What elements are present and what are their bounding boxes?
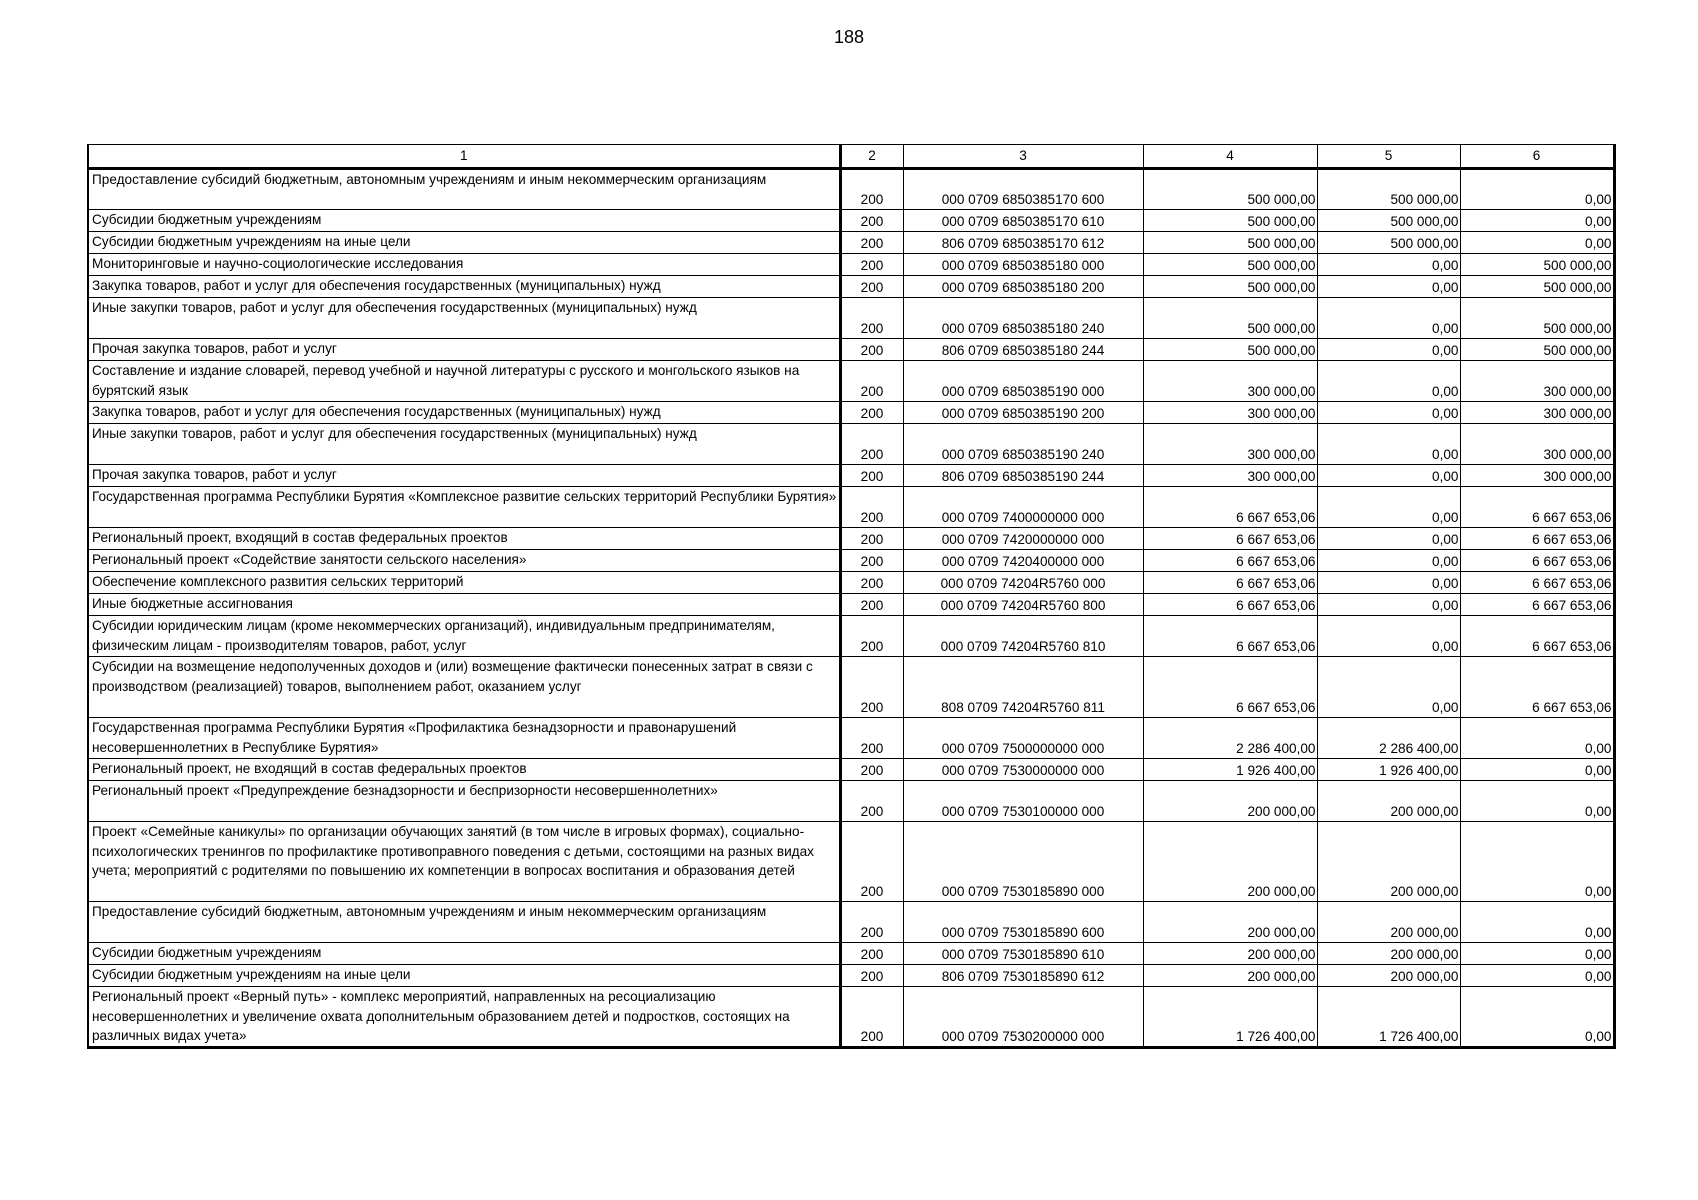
table-row [88, 528, 1614, 550]
row-code-cell: 200 [840, 210, 903, 232]
row-code-cell: 200 [840, 759, 903, 781]
row-name-cell: Субсидии бюджетным учреждениям [88, 943, 840, 965]
table-row [88, 298, 1614, 339]
row-value-col4: 1 926 400,00 [1143, 759, 1317, 781]
row-value-col5: 0,00 [1317, 424, 1460, 465]
row-value-col5: 2 286 400,00 [1317, 718, 1460, 759]
row-value-col5: 0,00 [1317, 402, 1460, 424]
row-value-col4: 6 667 653,06 [1143, 572, 1317, 594]
row-value-col5: 200 000,00 [1317, 943, 1460, 965]
row-name-cell: Субсидии бюджетным учреждениям на иные цели [88, 965, 840, 987]
table-row [88, 943, 1614, 965]
row-value-col6: 0,00 [1460, 781, 1614, 822]
row-kbk-cell: 000 0709 74204R5760 810 [903, 616, 1143, 657]
row-value-col5: 0,00 [1317, 528, 1460, 550]
row-value-col6: 0,00 [1460, 759, 1614, 781]
row-value-col5: 0,00 [1317, 465, 1460, 487]
row-value-col6: 6 667 653,06 [1460, 487, 1614, 528]
row-kbk-cell: 000 0709 7530185890 600 [903, 902, 1143, 943]
row-name-cell: Обеспечение комплексного развития сельских территорий [88, 572, 840, 594]
row-code-cell: 200 [840, 718, 903, 759]
column-header-4: 4 [1143, 145, 1317, 169]
table-row [88, 987, 1614, 1048]
row-kbk-cell: 000 0709 6850385170 600 [903, 169, 1143, 210]
row-value-col6: 500 000,00 [1460, 339, 1614, 361]
row-kbk-cell: 806 0709 6850385180 244 [903, 339, 1143, 361]
row-value-col5: 0,00 [1317, 361, 1460, 402]
row-value-col4: 500 000,00 [1143, 210, 1317, 232]
row-name-cell: Прочая закупка товаров, работ и услуг [88, 339, 840, 361]
row-code-cell: 200 [840, 298, 903, 339]
table-header-row [88, 145, 1614, 169]
table-row [88, 254, 1614, 276]
row-code-cell: 200 [840, 276, 903, 298]
row-value-col6: 300 000,00 [1460, 402, 1614, 424]
row-value-col4: 500 000,00 [1143, 339, 1317, 361]
row-value-col4: 300 000,00 [1143, 424, 1317, 465]
row-name-cell: Региональный проект «Содействие занятости сельского населения» [88, 550, 840, 572]
row-kbk-cell: 806 0709 6850385190 244 [903, 465, 1143, 487]
row-value-col4: 6 667 653,06 [1143, 657, 1317, 718]
row-value-col4: 200 000,00 [1143, 822, 1317, 902]
row-code-cell: 200 [840, 822, 903, 902]
row-kbk-cell: 000 0709 7530185890 610 [903, 943, 1143, 965]
row-name-cell: Иные закупки товаров, работ и услуг для обеспечения государственных (муниципальных) нужд [88, 424, 840, 465]
row-value-col5: 0,00 [1317, 572, 1460, 594]
row-code-cell: 200 [840, 943, 903, 965]
row-code-cell: 200 [840, 424, 903, 465]
row-value-col5: 200 000,00 [1317, 781, 1460, 822]
row-value-col5: 0,00 [1317, 339, 1460, 361]
table-row [88, 616, 1614, 657]
row-value-col4: 200 000,00 [1143, 965, 1317, 987]
table-row [88, 424, 1614, 465]
row-kbk-cell: 000 0709 7530100000 000 [903, 781, 1143, 822]
row-name-cell: Государственная программа Республики Бурятия «Комплексное развитие сельских территорий Республики Бурятия» [88, 487, 840, 528]
row-name-cell: Иные закупки товаров, работ и услуг для обеспечения государственных (муниципальных) нужд [88, 298, 840, 339]
row-kbk-cell: 000 0709 6850385190 240 [903, 424, 1143, 465]
table-row [88, 210, 1614, 232]
row-name-cell: Проект «Семейные каникулы» по организации обучающих занятий (в том числе в игровых формах), социально-психологических тренингов по профилактике противоправного поведения с детьми, состоящими на разных видах учета; мероприятий с родителями по повышению их компетенции в вопросах воспитания и образования детей [88, 822, 840, 902]
row-value-col5: 500 000,00 [1317, 169, 1460, 210]
row-kbk-cell: 000 0709 74204R5760 000 [903, 572, 1143, 594]
row-name-cell: Иные бюджетные ассигнования [88, 594, 840, 616]
row-value-col4: 500 000,00 [1143, 254, 1317, 276]
row-code-cell: 200 [840, 902, 903, 943]
row-code-cell: 200 [840, 361, 903, 402]
row-code-cell: 200 [840, 657, 903, 718]
row-name-cell: Государственная программа Республики Бурятия «Профилактика безнадзорности и правонарушений несовершеннолетних в Республике Бурятия» [88, 718, 840, 759]
row-value-col4: 6 667 653,06 [1143, 528, 1317, 550]
row-kbk-cell: 000 0709 7530185890 000 [903, 822, 1143, 902]
row-value-col6: 300 000,00 [1460, 465, 1614, 487]
row-value-col6: 0,00 [1460, 822, 1614, 902]
row-value-col4: 500 000,00 [1143, 276, 1317, 298]
row-value-col6: 0,00 [1460, 169, 1614, 210]
row-code-cell: 200 [840, 528, 903, 550]
row-value-col6: 0,00 [1460, 902, 1614, 943]
column-header-5: 5 [1317, 145, 1460, 169]
row-code-cell: 200 [840, 339, 903, 361]
row-code-cell: 200 [840, 487, 903, 528]
row-kbk-cell: 000 0709 7420000000 000 [903, 528, 1143, 550]
row-kbk-cell: 000 0709 7530000000 000 [903, 759, 1143, 781]
column-header-6: 6 [1460, 145, 1614, 169]
row-value-col4: 6 667 653,06 [1143, 594, 1317, 616]
row-code-cell: 200 [840, 402, 903, 424]
table-row [88, 657, 1614, 718]
table-row [88, 232, 1614, 254]
row-code-cell: 200 [840, 616, 903, 657]
row-name-cell: Закупка товаров, работ и услуг для обеспечения государственных (муниципальных) нужд [88, 402, 840, 424]
row-value-col4: 500 000,00 [1143, 298, 1317, 339]
row-kbk-cell: 000 0709 6850385170 610 [903, 210, 1143, 232]
row-code-cell: 200 [840, 169, 903, 210]
row-name-cell: Региональный проект «Предупреждение безнадзорности и беспризорности несовершеннолетних» [88, 781, 840, 822]
row-value-col6: 0,00 [1460, 232, 1614, 254]
table-row [88, 402, 1614, 424]
row-value-col5: 0,00 [1317, 298, 1460, 339]
row-code-cell: 200 [840, 965, 903, 987]
row-code-cell: 200 [840, 465, 903, 487]
row-value-col4: 300 000,00 [1143, 465, 1317, 487]
row-value-col6: 500 000,00 [1460, 254, 1614, 276]
row-value-col5: 500 000,00 [1317, 232, 1460, 254]
row-value-col6: 0,00 [1460, 943, 1614, 965]
row-name-cell: Прочая закупка товаров, работ и услуг [88, 465, 840, 487]
row-name-cell: Закупка товаров, работ и услуг для обеспечения государственных (муниципальных) нужд [88, 276, 840, 298]
row-value-col5: 0,00 [1317, 594, 1460, 616]
row-value-col6: 0,00 [1460, 965, 1614, 987]
table-row [88, 822, 1614, 902]
row-value-col5: 1 726 400,00 [1317, 987, 1460, 1048]
row-name-cell: Региональный проект «Верный путь» - комплекс мероприятий, направленных на ресоциализацию несовершеннолетних и увеличение охвата дополнительным образованием детей и подростков, состоящих на различных видах учета» [88, 987, 840, 1048]
row-value-col6: 6 667 653,06 [1460, 572, 1614, 594]
row-name-cell: Мониторинговые и научно-социологические исследования [88, 254, 840, 276]
row-value-col5: 200 000,00 [1317, 965, 1460, 987]
row-kbk-cell: 000 0709 6850385180 200 [903, 276, 1143, 298]
row-value-col6: 6 667 653,06 [1460, 594, 1614, 616]
row-value-col4: 6 667 653,06 [1143, 616, 1317, 657]
row-kbk-cell: 000 0709 7400000000 000 [903, 487, 1143, 528]
table-row [88, 902, 1614, 943]
row-value-col5: 200 000,00 [1317, 902, 1460, 943]
row-value-col6: 0,00 [1460, 718, 1614, 759]
row-kbk-cell: 000 0709 6850385180 240 [903, 298, 1143, 339]
row-value-col6: 0,00 [1460, 987, 1614, 1048]
row-value-col4: 300 000,00 [1143, 361, 1317, 402]
row-code-cell: 200 [840, 781, 903, 822]
table-row [88, 572, 1614, 594]
row-value-col6: 6 667 653,06 [1460, 657, 1614, 718]
row-value-col5: 0,00 [1317, 276, 1460, 298]
row-name-cell: Региональный проект, входящий в состав федеральных проектов [88, 528, 840, 550]
row-kbk-cell: 000 0709 6850385190 000 [903, 361, 1143, 402]
page-number: 188 [833, 27, 865, 47]
table-row [88, 169, 1614, 210]
row-name-cell: Региональный проект, не входящий в состав федеральных проектов [88, 759, 840, 781]
row-code-cell: 200 [840, 550, 903, 572]
row-value-col6: 300 000,00 [1460, 361, 1614, 402]
row-name-cell: Предоставление субсидий бюджетным, автономным учреждениям и иным некоммерческим организациям [88, 169, 840, 210]
row-value-col5: 200 000,00 [1317, 822, 1460, 902]
table-body [88, 169, 1614, 1048]
row-value-col4: 1 726 400,00 [1143, 987, 1317, 1048]
row-value-col6: 6 667 653,06 [1460, 616, 1614, 657]
row-kbk-cell: 000 0709 6850385190 200 [903, 402, 1143, 424]
row-value-col6: 6 667 653,06 [1460, 550, 1614, 572]
row-value-col6: 500 000,00 [1460, 276, 1614, 298]
row-value-col5: 0,00 [1317, 550, 1460, 572]
row-value-col4: 500 000,00 [1143, 169, 1317, 210]
budget-table [87, 144, 1616, 1049]
column-header-1: 1 [88, 145, 840, 169]
row-value-col4: 6 667 653,06 [1143, 487, 1317, 528]
row-kbk-cell: 000 0709 6850385180 000 [903, 254, 1143, 276]
row-code-cell: 200 [840, 254, 903, 276]
table-row [88, 965, 1614, 987]
row-value-col6: 500 000,00 [1460, 298, 1614, 339]
row-kbk-cell: 806 0709 6850385170 612 [903, 232, 1143, 254]
row-value-col4: 300 000,00 [1143, 402, 1317, 424]
row-code-cell: 200 [840, 232, 903, 254]
row-code-cell: 200 [840, 572, 903, 594]
row-name-cell: Предоставление субсидий бюджетным, автономным учреждениям и иным некоммерческим организациям [88, 902, 840, 943]
table-row [88, 276, 1614, 298]
row-value-col5: 0,00 [1317, 254, 1460, 276]
row-kbk-cell: 000 0709 7420400000 000 [903, 550, 1143, 572]
row-value-col5: 0,00 [1317, 657, 1460, 718]
table-row [88, 781, 1614, 822]
row-code-cell: 200 [840, 987, 903, 1048]
row-value-col6: 300 000,00 [1460, 424, 1614, 465]
row-value-col6: 0,00 [1460, 210, 1614, 232]
row-kbk-cell: 000 0709 7530200000 000 [903, 987, 1143, 1048]
column-header-2: 2 [840, 145, 903, 169]
row-value-col4: 500 000,00 [1143, 232, 1317, 254]
row-kbk-cell: 000 0709 74204R5760 800 [903, 594, 1143, 616]
row-value-col4: 200 000,00 [1143, 781, 1317, 822]
column-header-3: 3 [903, 145, 1143, 169]
row-value-col5: 1 926 400,00 [1317, 759, 1460, 781]
table-row [88, 759, 1614, 781]
row-name-cell: Субсидии бюджетным учреждениям [88, 210, 840, 232]
row-value-col4: 2 286 400,00 [1143, 718, 1317, 759]
row-value-col5: 0,00 [1317, 487, 1460, 528]
table-row [88, 487, 1614, 528]
row-kbk-cell: 806 0709 7530185890 612 [903, 965, 1143, 987]
row-code-cell: 200 [840, 594, 903, 616]
row-value-col5: 0,00 [1317, 616, 1460, 657]
table-row [88, 339, 1614, 361]
table-row [88, 550, 1614, 572]
row-value-col6: 6 667 653,06 [1460, 528, 1614, 550]
table-row [88, 594, 1614, 616]
row-kbk-cell: 000 0709 7500000000 000 [903, 718, 1143, 759]
table-row [88, 361, 1614, 402]
row-kbk-cell: 808 0709 74204R5760 811 [903, 657, 1143, 718]
table-row [88, 465, 1614, 487]
row-value-col4: 200 000,00 [1143, 943, 1317, 965]
row-name-cell: Субсидии на возмещение недополученных доходов и (или) возмещение фактически понесенных затрат в связи с производством (реализацией) товаров, выполнением работ, оказанием услуг [88, 657, 840, 718]
row-name-cell: Субсидии юридическим лицам (кроме некоммерческих организаций), индивидуальным предпринимателям, физическим лицам - производителям товаров, работ, услуг [88, 616, 840, 657]
row-value-col5: 500 000,00 [1317, 210, 1460, 232]
row-value-col4: 6 667 653,06 [1143, 550, 1317, 572]
row-name-cell: Субсидии бюджетным учреждениям на иные цели [88, 232, 840, 254]
table-row [88, 718, 1614, 759]
row-value-col4: 200 000,00 [1143, 902, 1317, 943]
row-name-cell: Составление и издание словарей, перевод учебной и научной литературы с русского и монгольского языков на бурятский язык [88, 361, 840, 402]
